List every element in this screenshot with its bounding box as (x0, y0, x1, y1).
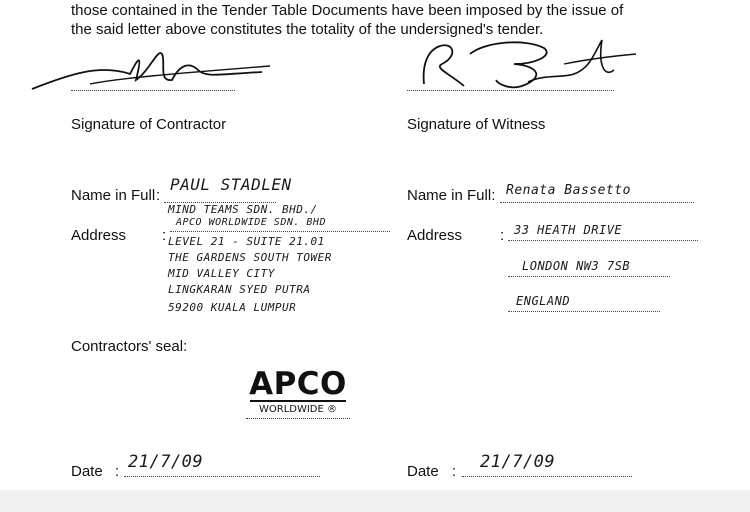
seal-main-text: APCO (249, 366, 347, 402)
witness-address-dots-1 (508, 240, 698, 241)
witness-date-colon: : (452, 463, 457, 480)
contractor-signature-label: Signature of Contractor (71, 116, 227, 133)
contractor-name-label: Name in Full (71, 187, 156, 204)
contractor-address-line-3: LEVEL 21 - SUITE 21.01 (168, 235, 325, 248)
witness-address-colon: : (500, 227, 505, 244)
witness-name-line (500, 202, 694, 203)
witness-date-value: 21/7/09 (480, 452, 556, 472)
page-bottom-margin (0, 490, 750, 512)
contractor-address-line (170, 231, 390, 232)
witness-address-line-3: ENGLAND (516, 294, 571, 308)
contractor-address-line-7: 59200 KUALA LUMPUR (168, 301, 297, 314)
contractor-address-line-2: APCO WORLDWIDE SDN. BHD (176, 217, 326, 228)
witness-name-value: Renata Bassetto (506, 183, 631, 198)
contractor-date-line (124, 476, 320, 477)
witness-signature (414, 34, 644, 96)
witness-address-dots-2 (508, 276, 670, 277)
witness-signature-line (407, 90, 614, 91)
apco-worldwide-seal (246, 368, 350, 419)
contractor-address-line-5: MID VALLEY CITY (168, 267, 275, 280)
contractor-address-line-1: MIND TEAMS SDN. BHD./ (168, 203, 318, 216)
contractor-name-colon: : (156, 187, 161, 204)
contractor-date-label: Date (71, 463, 103, 480)
contractor-address-colon: : (162, 227, 167, 244)
seal-sub-text: WORLDWIDE ® (258, 404, 337, 415)
paragraph-line-2: the said letter above constitutes the totality of the undersigned's tender. (71, 21, 544, 38)
witness-date-line (462, 476, 632, 477)
seal-rule-dotted (246, 418, 350, 419)
contractors-seal-label: Contractors' seal: (71, 338, 188, 355)
contractor-address-line-4: THE GARDENS SOUTH TOWER (168, 251, 332, 264)
contractor-address-line-6: LINGKARAN SYED PUTRA (168, 283, 311, 296)
witness-date-label: Date (407, 463, 439, 480)
contractor-signature-line (71, 90, 235, 91)
witness-address-line-1: 33 HEATH DRIVE (514, 223, 623, 237)
paragraph-line-1: those contained in the Tender Table Documents have been imposed by the issue of (71, 2, 624, 19)
witness-address-label: Address (407, 227, 463, 244)
contractor-date-colon: : (115, 463, 120, 480)
witness-signature-label: Signature of Witness (407, 116, 546, 133)
contractor-address-label: Address (71, 227, 127, 244)
witness-name-label: Name in Full: (407, 187, 496, 204)
contractor-name-value: PAUL STADLEN (170, 175, 292, 194)
witness-address-line-2: LONDON NW3 7SB (522, 259, 631, 273)
witness-address-dots-3 (508, 311, 660, 312)
contractor-date-value: 21/7/09 (128, 452, 204, 472)
contractor-signature (30, 44, 280, 94)
